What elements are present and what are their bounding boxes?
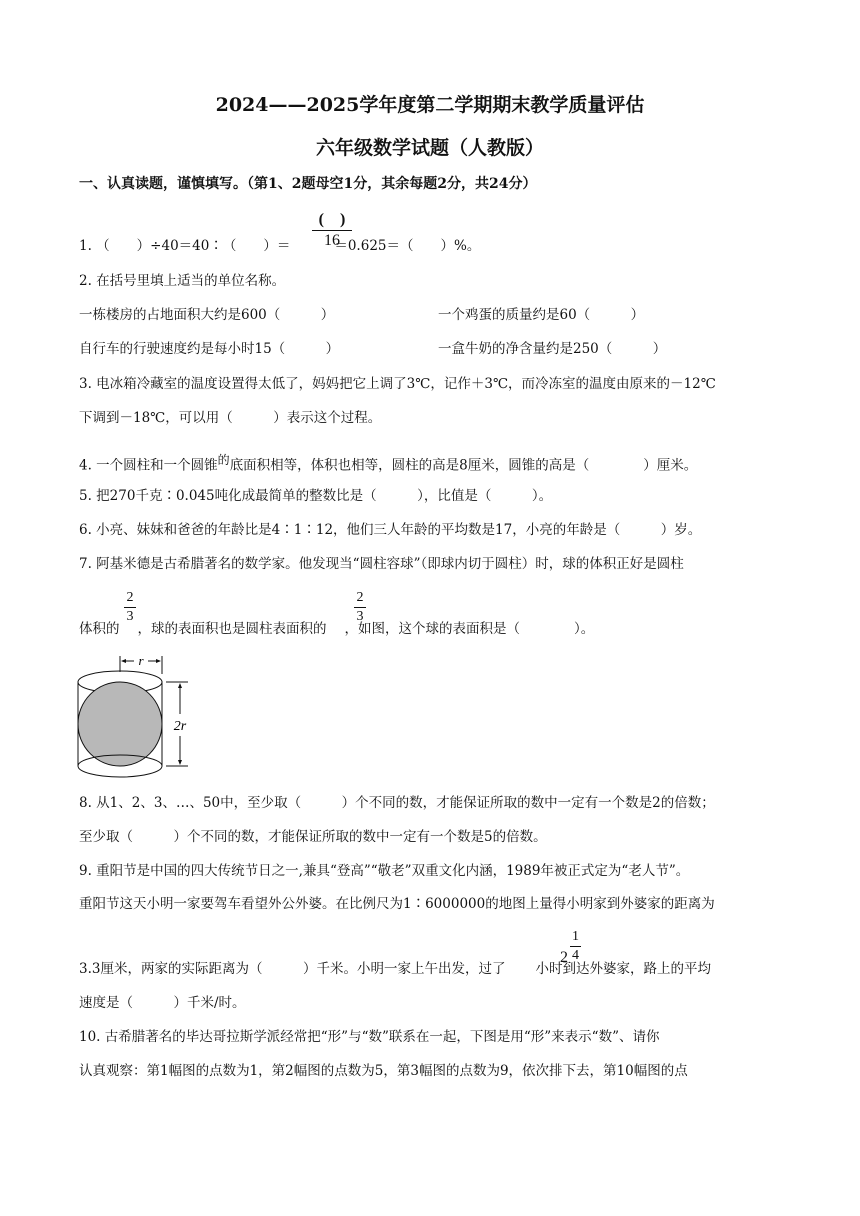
2r-arrowhead-bottom xyxy=(178,760,182,765)
question-2b: 一个鸡蛋的质量约是60（ ） xyxy=(438,307,645,323)
q7-text-b: ，球的表面积也是圆柱表面积的 xyxy=(137,621,327,637)
question-1 xyxy=(79,236,480,256)
q1-text-a: 1. （ ）÷40＝40∶（ ）＝ xyxy=(79,238,291,254)
sphere xyxy=(78,682,162,766)
question-10-line2: 认真观察：第1幅图的点数为1，第2幅图的点数为5，第3幅图的点数为9，依次排下去，第10幅图的点 xyxy=(79,1063,688,1079)
q7-text-a: 体积的 xyxy=(79,621,120,637)
q4-text-b: 底面积相等，体积也相等，圆柱的高是8厘米，圆锥的高是（ ）厘米。 xyxy=(229,457,698,474)
q1-fraction-bar xyxy=(312,230,352,231)
r-arrowhead-right xyxy=(156,659,161,663)
2r-label: 2r xyxy=(173,719,187,734)
q7-fraction-1-bar xyxy=(124,607,136,608)
question-3-line1: 3. 电冰箱冷藏室的温度设置得太低了，妈妈把它上调了3℃，记作＋3℃，而冷冻室的温度由原来的－12℃ xyxy=(79,376,716,392)
question-9-line4: 速度是（ ）千米/时。 xyxy=(79,995,246,1011)
q1-text-b: ＝0.625＝（ ）%。 xyxy=(334,238,481,254)
r-label: r xyxy=(138,653,144,668)
question-5: 5. 把270千克∶0.045吨化成最简单的整数比是（ ），比值是（ ）。 xyxy=(79,488,553,504)
q9-mixed-number xyxy=(560,929,590,979)
question-4 xyxy=(79,450,697,476)
question-10-line1: 10. 古希腊著名的毕达哥拉斯学派经常把“形”与“数”联系在一起，下图是用“形”来表示“数”、请你 xyxy=(79,1029,660,1045)
question-2a: 一栋楼房的占地面积大约是600（ ） xyxy=(79,307,335,323)
q1-fraction-denominator: 16 xyxy=(324,232,340,249)
q7-text-c: ，如图，这个球的表面积是（ ）。 xyxy=(344,621,595,637)
question-2d: 一盒牛奶的净含量约是250（ ） xyxy=(438,341,667,357)
question-3-line2: 下调到－18℃，可以用（ ）表示这个过程。 xyxy=(79,410,382,426)
q9-mixed-fraction xyxy=(570,929,581,964)
question-7-line2 xyxy=(79,619,594,639)
r-arrowhead-left xyxy=(121,659,126,663)
q7-fraction-1 xyxy=(124,590,136,625)
q9-mixed-denominator: 4 xyxy=(572,948,579,963)
question-6: 6. 小亮、妹妹和爸爸的年龄比是4∶1∶12，他们三人年龄的平均数是17，小亮的年龄是（ ）岁。 xyxy=(79,522,702,538)
question-8-line1: 8. 从1、2、3、…、50中，至少取（ ）个不同的数，才能保证所取的数中一定有一个数是2的倍数； xyxy=(79,795,715,811)
q4-superscript: 的 xyxy=(217,453,230,467)
2r-arrowhead-top xyxy=(178,683,182,688)
exam-subtitle: 六年级数学试题（人教版） xyxy=(315,137,544,159)
sphere-in-cylinder-figure xyxy=(70,650,200,780)
q7-fraction-1-numerator: 2 xyxy=(126,590,134,605)
question-9-line3 xyxy=(79,959,711,979)
question-9-line1: 9. 重阳节是中国的四大传统节日之一,兼具“登高”“敬老”双重文化内涵，1989年被正式定为“老人节”。 xyxy=(79,863,690,879)
q7-fraction-2-denominator: 3 xyxy=(356,609,364,624)
question-8-line2: 至少取（ ）个不同的数，才能保证所取的数中一定有一个数是5的倍数。 xyxy=(79,829,547,845)
q1-fraction xyxy=(312,206,352,250)
q9-text-b: 小时到达外婆家，路上的平均 xyxy=(535,961,711,977)
q4-text-a: 4. 一个圆柱和一个圆锥 xyxy=(79,457,218,474)
section-heading: 一、认真读题，谨慎填写。（第1、2题母空1分，其余每题2分，共24分） xyxy=(79,176,537,192)
q7-fraction-2 xyxy=(354,590,366,625)
q9-text-a: 3.3厘米，两家的实际距离为（ ）千米。小明一家上午出发，过了 xyxy=(79,961,506,977)
question-2-stem: 2. 在括号里填上适当的单位名称。 xyxy=(79,273,286,289)
question-9-line2: 重阳节这天小明一家要驾车看望外公外婆。在比例尺为1∶6000000的地图上量得小明家到外婆家的距离为 xyxy=(79,896,715,912)
q7-fraction-2-bar xyxy=(354,607,366,608)
question-7-line1: 7. 阿基米德是古希腊著名的数学家。他发现当“圆柱容球”（即球内切于圆柱）时，球的体积正好是圆柱 xyxy=(79,556,684,572)
q1-fraction-numerator: ( ) xyxy=(318,211,346,228)
q9-mixed-numerator: 1 xyxy=(572,929,579,944)
q9-mixed-bar xyxy=(570,946,581,947)
question-2c: 自行车的行驶速度约是每小时15（ ） xyxy=(79,341,340,357)
q9-mixed-whole: 2 xyxy=(560,949,568,966)
exam-title: 2024——2025学年度第二学期期末教学质量评估 xyxy=(215,94,645,116)
q7-fraction-1-denominator: 3 xyxy=(126,609,134,624)
q7-fraction-2-numerator: 2 xyxy=(356,590,364,605)
